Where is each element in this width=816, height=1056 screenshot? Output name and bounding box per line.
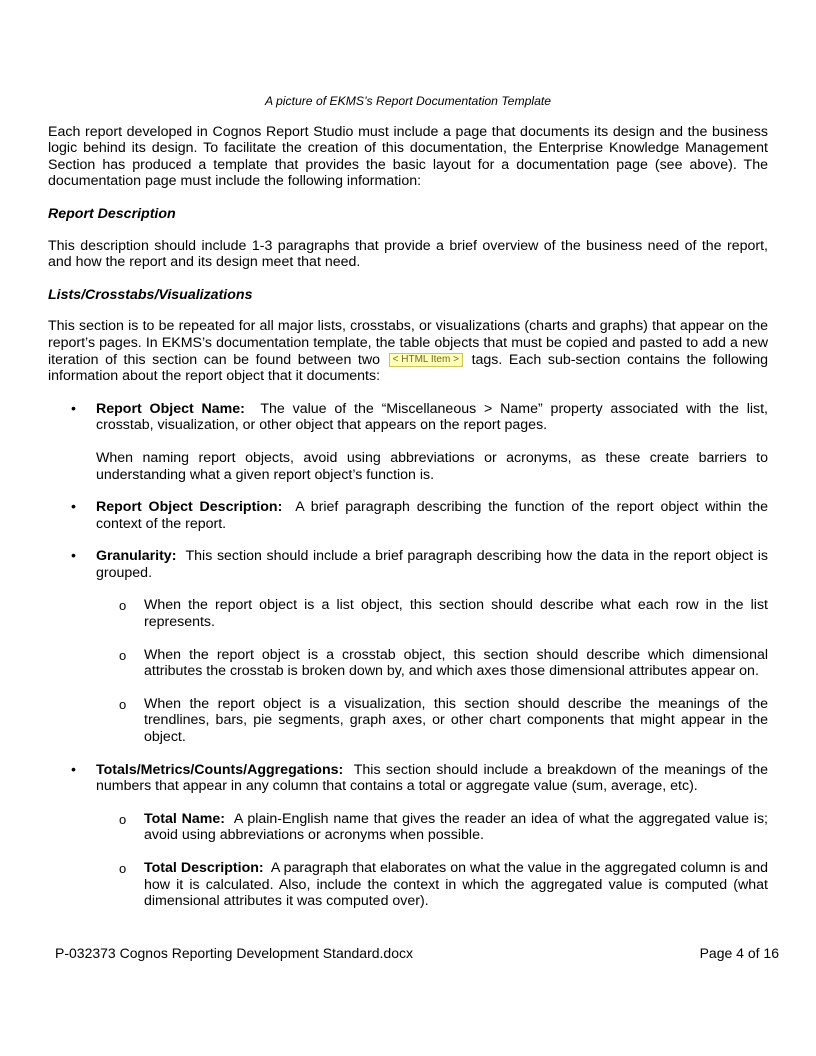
report-description-paragraph: This description should include 1-3 paragraphs that provide a brief overview of the business need of the report, and how the report and its design meet that need.: [48, 237, 768, 271]
sub-item-title: Total Name:: [144, 810, 226, 827]
document-page: [48, 93, 768, 926]
list-item: [48, 548, 768, 745]
sub-list-item: [96, 811, 768, 844]
sub-list: [96, 811, 768, 910]
sub-list-item: [96, 647, 768, 680]
footer-page-number: Page 4 of 16: [699, 945, 779, 961]
bullet-extra-paragraph: When naming report objects, avoid using abbreviations or acronyms, as these create barriers to understanding what a given report object’s function is.: [96, 449, 768, 483]
circle-bullet-icon: o: [119, 598, 127, 614]
intro-paragraph: Each report developed in Cognos Report Studio must include a page that documents its design and the business logic behind its design. To facilitate the creation of this documentation, the Enterprise Knowledge Management Section has produced a template that provides the basic layout for a documentation page (see above). The documentation page must include the following information:: [48, 123, 768, 190]
sub-list: [96, 597, 768, 745]
lists-crosstabs-paragraph: [48, 318, 768, 384]
bullet-title: Report Object Description:: [96, 499, 283, 516]
bullet-title: Report Object Name:: [96, 400, 245, 417]
sub-item-title: Total Description:: [144, 860, 264, 876]
lists-text-before-tag: This section is to be repeated for all major lists, crosstabs, or visualizations (charts and graphs) that appear on the report’s pages. In EKMS’s documentation template, the table objects that must be copied and pasted to add a new iteration of this section can be found between two: [48, 318, 768, 368]
heading-lists-crosstabs: Lists/Crosstabs/Visualizations: [48, 286, 253, 303]
list-item: [48, 762, 768, 910]
circle-bullet-icon: o: [119, 861, 127, 876]
lists-text-after-tag: tags. Each sub-section contains the following information about the report object that it documents:: [48, 351, 768, 385]
bullet-icon: •: [71, 548, 76, 565]
sub-item-text: When the report object is a list object, this section should describe what each row in the list represents.: [144, 597, 768, 631]
list-item: [48, 499, 768, 532]
bullet-icon: •: [71, 761, 76, 778]
circle-bullet-icon: o: [119, 647, 127, 663]
bullet-text: The value of the “Miscellaneous > Name” property associated with the list, crosstab, visualization, or other object that appears on the report pages.: [96, 400, 768, 434]
html-item-tag: < HTML Item >: [389, 353, 463, 367]
sub-item-text: When the report object is a crosstab object, this section should describe which dimensional attributes the crosstab is broken down by, and which axes those dimensional attributes appear on.: [144, 646, 768, 680]
circle-bullet-icon: o: [119, 696, 127, 712]
footer-document-name: P-032373 Cognos Reporting Development Standard.docx: [55, 945, 414, 961]
bullet-icon: •: [71, 400, 76, 417]
sub-item-text: A plain-English name that gives the reader an idea of what the aggregated value is; avoid using abbreviations or acronyms when possible.: [144, 810, 768, 844]
bullet-text: This section should include a brief paragraph describing how the data in the report object is grouped.: [96, 548, 768, 581]
bullet-list: [48, 401, 768, 910]
heading-report-description: Report Description: [48, 205, 176, 222]
bullet-title: Granularity:: [96, 548, 177, 565]
circle-bullet-icon: o: [119, 811, 127, 827]
page-footer: [55, 945, 779, 962]
sub-list-item: [96, 696, 768, 746]
bullet-text: This section should include a breakdown of the meanings of the numbers that appear in any column that contains a total or aggregate value (sum, average, etc).: [96, 761, 768, 795]
figure-caption: A picture of EKMS’s Report Documentation Template: [264, 94, 552, 108]
sub-list-item: [96, 860, 768, 910]
sub-item-text: A paragraph that elaborates on what the value in the aggregated column is and how it is calculated. Also, include the context in which the aggregated value is computed (what dimensional attributes it was computed over).: [144, 860, 768, 910]
bullet-title: Totals/Metrics/Counts/Aggregations:: [96, 761, 344, 778]
bullet-icon: •: [71, 499, 76, 516]
sub-list-item: [96, 597, 768, 630]
sub-item-text: When the report object is a visualization, this section should describe the meanings of the trendlines, bars, pie segments, graph axes, or other chart components that might appear in the object.: [144, 695, 768, 746]
list-item: [48, 401, 768, 483]
bullet-text: A brief paragraph describing the function of the report object within the context of the report.: [96, 499, 768, 532]
